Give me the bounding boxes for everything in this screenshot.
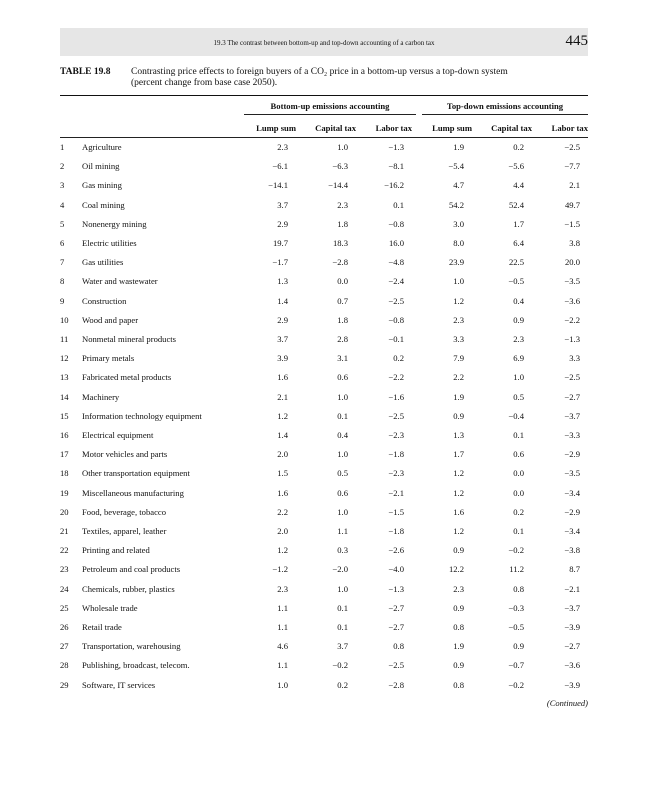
value-cell: 1.2: [453, 526, 464, 536]
value-cell: 1.4: [277, 430, 288, 440]
table-row: [60, 603, 588, 621]
table-row: [60, 180, 588, 198]
value-cell: 3.7: [277, 334, 288, 344]
sector-name: Wholesale trade: [82, 602, 138, 613]
value-cell: 0.1: [513, 430, 524, 440]
value-cell: −4.0: [388, 564, 404, 575]
value-cell: 1.8: [337, 218, 348, 229]
value-cell: 3.8: [569, 238, 580, 248]
row-number: 6: [60, 238, 65, 248]
value-cell: 1.2: [453, 487, 464, 498]
group-header-bottom-up: Bottom-up emissions accounting: [270, 101, 390, 111]
table-row: [60, 296, 588, 314]
table-row: [60, 257, 588, 275]
sector-name: Oil mining: [82, 161, 120, 172]
value-cell: 54.2: [448, 199, 464, 210]
table-row: [60, 334, 588, 352]
row-number: 17: [60, 449, 69, 460]
value-cell: −2.3: [388, 468, 404, 479]
value-cell: 6.9: [513, 353, 524, 364]
value-cell: 0.1: [393, 199, 404, 210]
table-row: [60, 315, 588, 333]
sector-name: Textiles, apparel, leather: [82, 526, 167, 536]
value-cell: −2.7: [388, 602, 404, 613]
value-cell: −1.5: [564, 218, 580, 229]
sector-name: Chemicals, rubber, plastics: [82, 583, 175, 594]
value-cell: −1.6: [388, 391, 404, 402]
value-cell: −0.8: [388, 218, 404, 229]
value-cell: 6.4: [513, 238, 524, 248]
header-rule: [60, 137, 588, 138]
value-cell: 2.9: [277, 218, 288, 229]
row-number: 25: [60, 602, 69, 613]
row-number: 22: [60, 545, 69, 556]
value-cell: 1.0: [337, 506, 348, 517]
value-cell: −0.2: [508, 545, 524, 556]
table-row: [60, 526, 588, 544]
table-row: [60, 392, 588, 410]
value-cell: 2.0: [277, 526, 288, 536]
value-cell: −6.1: [272, 161, 288, 172]
table-row: [60, 564, 588, 582]
sector-name: Information technology equipment: [82, 410, 202, 421]
value-cell: 3.3: [569, 353, 580, 364]
table-row: [60, 411, 588, 429]
sector-name: Gas mining: [82, 180, 122, 191]
value-cell: 0.8: [393, 641, 404, 652]
value-cell: 0.4: [513, 295, 524, 306]
value-cell: −2.7: [564, 641, 580, 652]
value-cell: 1.0: [277, 679, 288, 690]
value-cell: −2.5: [388, 660, 404, 671]
value-cell: −0.5: [508, 276, 524, 287]
value-cell: 3.0: [453, 218, 464, 229]
group-header-top-down: Top-down emissions accounting: [446, 101, 564, 111]
value-cell: 4.7: [453, 180, 464, 191]
row-number: 2: [60, 161, 65, 172]
row-number: 9: [60, 295, 65, 306]
value-cell: 0.8: [453, 679, 464, 690]
value-cell: 2.3: [337, 199, 348, 210]
value-cell: 18.3: [332, 238, 348, 248]
value-cell: −4.8: [388, 257, 404, 268]
sector-name: Nonmetal mineral products: [82, 334, 177, 344]
value-cell: −1.8: [388, 526, 404, 536]
sector-name: Other transportation equipment: [82, 468, 190, 479]
value-cell: −0.4: [508, 410, 524, 421]
value-cell: 0.9: [513, 641, 524, 652]
table-row: [60, 142, 588, 160]
table-row: [60, 276, 588, 294]
value-cell: 1.7: [513, 218, 524, 229]
value-cell: 1.9: [453, 641, 464, 652]
value-cell: −2.9: [564, 449, 580, 460]
table-row: [60, 507, 588, 525]
value-cell: 1.2: [277, 410, 288, 421]
value-cell: −3.9: [564, 679, 580, 690]
value-cell: −0.5: [508, 622, 524, 632]
column-header-td-lump-sum: Lump sum: [432, 123, 472, 133]
value-cell: −1.8: [388, 449, 404, 460]
value-cell: 1.6: [277, 372, 288, 383]
value-cell: 2.8: [337, 334, 348, 344]
value-cell: 0.5: [337, 468, 348, 479]
row-number: 23: [60, 564, 69, 575]
row-number: 26: [60, 622, 69, 632]
table-row: [60, 660, 588, 678]
value-cell: 0.1: [337, 410, 348, 421]
row-number: 3: [60, 180, 65, 191]
sector-name: Transportation, warehousing: [82, 641, 181, 652]
value-cell: 2.2: [277, 506, 288, 517]
value-cell: 0.9: [453, 545, 464, 556]
value-cell: −3.5: [564, 276, 580, 287]
sector-name: Machinery: [82, 391, 120, 402]
value-cell: 0.9: [453, 410, 464, 421]
value-cell: 0.0: [513, 487, 524, 498]
value-cell: −2.0: [332, 564, 348, 575]
value-cell: −2.8: [388, 679, 404, 690]
table-row: [60, 449, 588, 467]
value-cell: 52.4: [508, 199, 524, 210]
value-cell: 0.9: [453, 660, 464, 671]
value-cell: 3.1: [337, 353, 348, 364]
table-row: [60, 680, 588, 698]
value-cell: 1.3: [453, 430, 464, 440]
value-cell: 2.3: [453, 583, 464, 594]
value-cell: −2.7: [388, 622, 404, 632]
sector-name: Fabricated metal products: [82, 372, 172, 383]
value-cell: −3.6: [564, 660, 580, 671]
row-number: 7: [60, 257, 65, 268]
value-cell: −1.7: [272, 257, 288, 268]
value-cell: 1.0: [337, 583, 348, 594]
sector-name: Retail trade: [82, 622, 122, 632]
row-number: 8: [60, 276, 65, 287]
caption-line-1: Contrasting price effects to foreign buyers of a CO₂ price in a bottom-up versus a top-down system: [131, 67, 508, 77]
sector-name: Printing and related: [82, 545, 150, 556]
table-row: [60, 488, 588, 506]
value-cell: −2.5: [388, 295, 404, 306]
value-cell: 1.0: [337, 391, 348, 402]
value-cell: 1.6: [453, 506, 464, 517]
sector-name: Petroleum and coal products: [82, 564, 181, 575]
value-cell: 2.0: [277, 449, 288, 460]
row-number: 29: [60, 679, 69, 690]
value-cell: 3.7: [337, 641, 348, 652]
value-cell: −7.7: [564, 161, 580, 172]
value-cell: −16.2: [384, 180, 404, 191]
sector-name: Publishing, broadcast, telecom.: [82, 660, 190, 671]
value-cell: −2.2: [388, 372, 404, 383]
value-cell: 1.3: [277, 276, 288, 287]
running-head: 19.3 The contrast between bottom-up and top-down accounting of a carbon tax: [213, 39, 435, 47]
value-cell: 1.2: [453, 295, 464, 306]
row-number: 18: [60, 468, 69, 479]
row-number: 4: [60, 199, 65, 210]
value-cell: 0.4: [337, 430, 348, 440]
value-cell: −3.7: [564, 410, 580, 421]
value-cell: 0.8: [453, 622, 464, 632]
value-cell: 0.1: [337, 602, 348, 613]
table-row: [60, 622, 588, 640]
value-cell: 3.3: [453, 334, 464, 344]
value-cell: −3.4: [564, 487, 580, 498]
caption-line-2: (percent change from base case 2050).: [131, 78, 278, 88]
sector-name: Nonenergy mining: [82, 218, 147, 229]
value-cell: 2.3: [277, 142, 288, 152]
value-cell: 1.1: [277, 622, 288, 632]
row-number: 24: [60, 583, 69, 594]
value-cell: −3.4: [564, 526, 580, 536]
value-cell: 16.0: [388, 238, 404, 248]
value-cell: 1.0: [453, 276, 464, 287]
value-cell: 0.3: [337, 545, 348, 556]
sector-name: Construction: [82, 295, 127, 306]
sector-name: Miscellaneous manufacturing: [82, 487, 184, 498]
value-cell: −2.7: [564, 391, 580, 402]
value-cell: −3.9: [564, 622, 580, 632]
table-row: [60, 584, 588, 602]
value-cell: 0.0: [513, 468, 524, 479]
value-cell: 1.9: [453, 391, 464, 402]
value-cell: 22.5: [508, 257, 524, 268]
sector-name: Electrical equipment: [82, 430, 154, 440]
value-cell: 1.2: [453, 468, 464, 479]
value-cell: 1.0: [337, 142, 348, 152]
group-underline-top-down: [422, 114, 588, 115]
table-row: [60, 468, 588, 486]
value-cell: 0.0: [337, 276, 348, 287]
sector-name: Coal mining: [82, 199, 125, 210]
table-row: [60, 219, 588, 237]
value-cell: 1.9: [453, 142, 464, 152]
value-cell: −2.6: [388, 545, 404, 556]
sector-name: Water and wastewater: [82, 276, 158, 287]
table-row: [60, 353, 588, 371]
row-number: 1: [60, 142, 65, 152]
value-cell: −1.3: [388, 142, 404, 152]
value-cell: −0.8: [388, 314, 404, 325]
value-cell: −0.7: [508, 660, 524, 671]
value-cell: 0.5: [513, 391, 524, 402]
value-cell: −1.5: [388, 506, 404, 517]
column-header-bu-lump-sum: Lump sum: [256, 123, 296, 133]
value-cell: −2.5: [564, 142, 580, 152]
sector-name: Wood and paper: [82, 314, 139, 325]
value-cell: 0.8: [513, 583, 524, 594]
value-cell: 1.5: [277, 468, 288, 479]
table-row: [60, 372, 588, 390]
value-cell: −2.8: [332, 257, 348, 268]
row-number: 5: [60, 218, 65, 229]
table-row: [60, 545, 588, 563]
value-cell: −14.4: [328, 180, 348, 191]
value-cell: 0.1: [513, 526, 524, 536]
sector-name: Electric utilities: [82, 238, 137, 248]
value-cell: −2.5: [388, 410, 404, 421]
value-cell: 8.7: [569, 564, 580, 575]
value-cell: 2.1: [277, 391, 288, 402]
value-cell: 2.1: [569, 180, 580, 191]
row-number: 11: [60, 334, 69, 344]
row-number: 15: [60, 410, 69, 421]
sector-name: Primary metals: [82, 353, 135, 364]
column-header-td-labor-tax: Labor tax: [551, 123, 588, 133]
value-cell: 0.9: [513, 314, 524, 325]
value-cell: −3.7: [564, 602, 580, 613]
value-cell: −2.5: [564, 372, 580, 383]
row-number: 14: [60, 391, 69, 402]
value-cell: 1.1: [337, 526, 348, 536]
value-cell: 23.9: [448, 257, 464, 268]
table-row: [60, 200, 588, 218]
value-cell: 4.6: [277, 641, 288, 652]
value-cell: −3.8: [564, 545, 580, 556]
table-row: [60, 641, 588, 659]
value-cell: 1.8: [337, 314, 348, 325]
value-cell: 0.2: [513, 506, 524, 517]
value-cell: −2.4: [388, 276, 404, 287]
value-cell: 0.2: [337, 679, 348, 690]
table-row: [60, 430, 588, 448]
value-cell: −0.2: [332, 660, 348, 671]
page-number: 445: [565, 33, 588, 49]
value-cell: 1.0: [513, 372, 524, 383]
value-cell: −2.3: [388, 430, 404, 440]
value-cell: −8.1: [388, 161, 404, 172]
value-cell: −0.3: [508, 602, 524, 613]
value-cell: 0.6: [337, 372, 348, 383]
sector-name: Software, IT services: [82, 679, 156, 690]
table-label: TABLE 19.8: [60, 67, 111, 77]
value-cell: 2.2: [453, 372, 464, 383]
row-number: 13: [60, 372, 69, 383]
sector-name: Motor vehicles and parts: [82, 449, 168, 460]
column-header-td-capital-tax: Capital tax: [491, 123, 532, 133]
value-cell: −0.2: [508, 679, 524, 690]
value-cell: −5.4: [448, 161, 464, 172]
value-cell: 20.0: [564, 257, 580, 268]
value-cell: 2.3: [513, 334, 524, 344]
value-cell: 1.2: [277, 545, 288, 556]
sector-name: Food, beverage, tobacco: [82, 506, 166, 517]
row-number: 16: [60, 430, 69, 440]
value-cell: 12.2: [448, 564, 464, 575]
value-cell: −5.6: [508, 161, 524, 172]
value-cell: −1.3: [388, 583, 404, 594]
value-cell: −2.2: [564, 314, 580, 325]
caption-text: [131, 67, 588, 89]
sector-name: Agriculture: [82, 142, 122, 152]
value-cell: 0.6: [513, 449, 524, 460]
value-cell: 1.4: [277, 295, 288, 306]
value-cell: −3.5: [564, 468, 580, 479]
value-cell: 1.7: [453, 449, 464, 460]
value-cell: 3.7: [277, 199, 288, 210]
sector-name: Gas utilities: [82, 257, 124, 268]
row-number: 21: [60, 526, 69, 536]
table-row: [60, 238, 588, 256]
value-cell: 49.7: [564, 199, 580, 210]
value-cell: 1.6: [277, 487, 288, 498]
value-cell: 7.9: [453, 353, 464, 364]
row-number: 12: [60, 353, 69, 364]
value-cell: 0.2: [513, 142, 524, 152]
column-header-bu-labor-tax: Labor tax: [375, 123, 412, 133]
value-cell: −2.1: [564, 583, 580, 594]
value-cell: −2.9: [564, 506, 580, 517]
value-cell: −2.1: [388, 487, 404, 498]
value-cell: 2.9: [277, 314, 288, 325]
table-row: [60, 161, 588, 179]
value-cell: 2.3: [277, 583, 288, 594]
value-cell: 4.4: [513, 180, 524, 191]
continued-note: (Continued): [546, 698, 588, 708]
row-number: 19: [60, 487, 69, 498]
row-number: 27: [60, 641, 69, 652]
value-cell: 3.9: [277, 353, 288, 364]
row-number: 20: [60, 506, 69, 517]
value-cell: 1.1: [277, 660, 288, 671]
value-cell: −3.3: [564, 430, 580, 440]
value-cell: 2.3: [453, 314, 464, 325]
value-cell: 0.1: [337, 622, 348, 632]
top-rule: [60, 95, 588, 96]
value-cell: −6.3: [332, 161, 348, 172]
value-cell: −0.1: [388, 334, 404, 344]
value-cell: 1.0: [337, 449, 348, 460]
value-cell: 0.7: [337, 295, 348, 306]
row-number: 28: [60, 660, 69, 671]
value-cell: 0.9: [453, 602, 464, 613]
group-underline-bottom-up: [244, 114, 416, 115]
value-cell: −14.1: [268, 180, 288, 191]
value-cell: 19.7: [272, 238, 288, 248]
value-cell: 11.2: [509, 564, 524, 575]
value-cell: −1.2: [272, 564, 288, 575]
value-cell: −1.3: [564, 334, 580, 344]
row-number: 10: [60, 314, 69, 325]
value-cell: 1.1: [277, 602, 288, 613]
value-cell: 0.2: [393, 353, 404, 364]
column-header-bu-capital-tax: Capital tax: [315, 123, 356, 133]
value-cell: 0.6: [337, 487, 348, 498]
value-cell: 8.0: [453, 238, 464, 248]
value-cell: −3.6: [564, 295, 580, 306]
